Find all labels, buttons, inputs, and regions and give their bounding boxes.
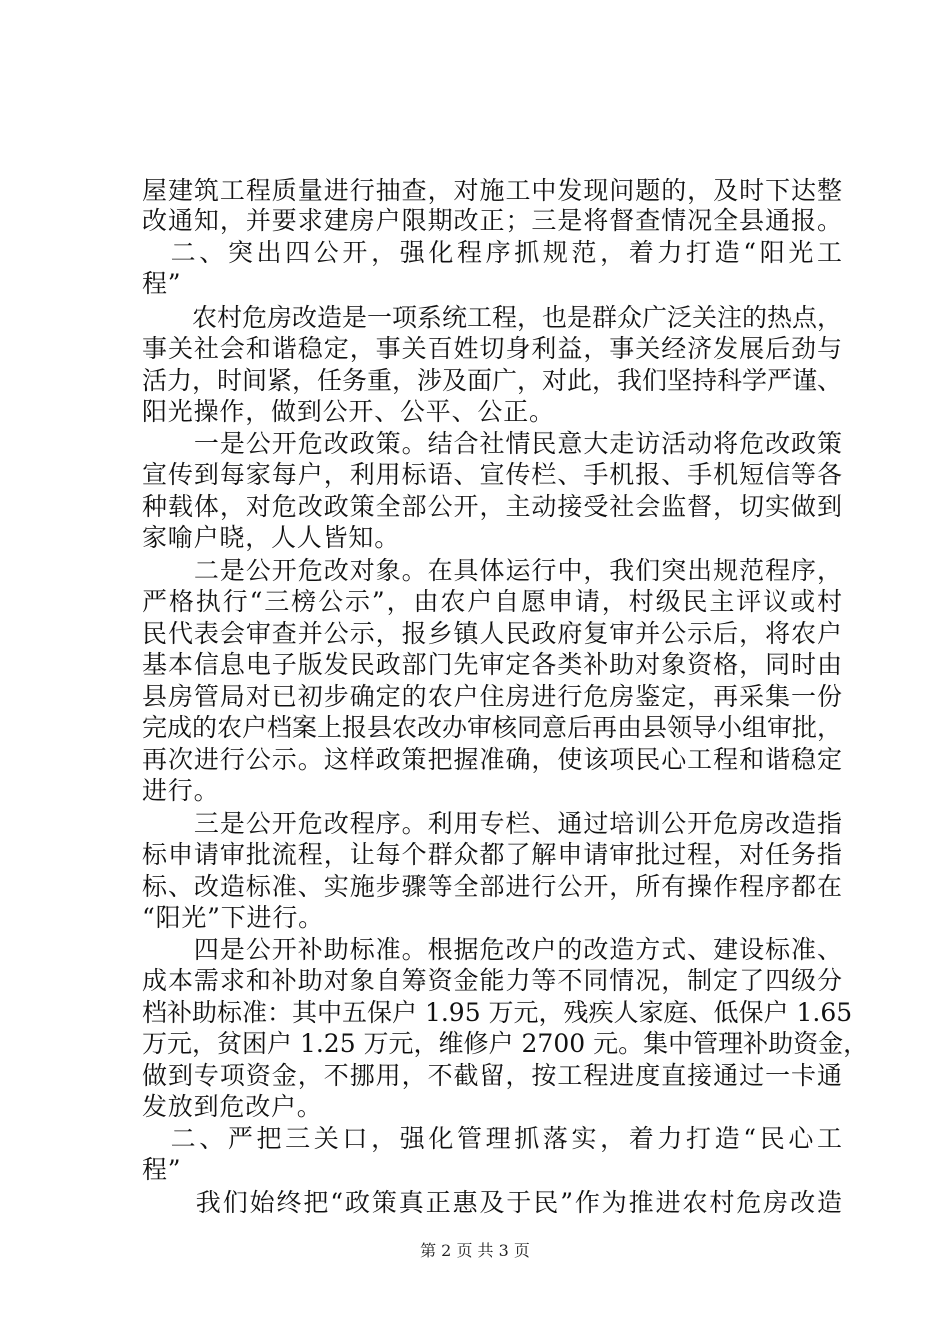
page-number-footer: 第 2 页 共 3 页 — [420, 1241, 530, 1260]
text-line: 民代表会审查并公示，报乡镇人民政府复审并公示后，将农户 — [142, 619, 842, 648]
text-line: 基本信息电子版发民政部门先审定各类补助对象资格，同时由 — [142, 650, 842, 679]
text-line: 屋建筑工程质量进行抽查，对施工中发现问题的，及时下达整 — [142, 176, 842, 205]
text-line: 宣传到每家每户，利用标语、宣传栏、手机报、手机短信等各 — [142, 460, 842, 489]
text-line: 万元，贫困户 1.25 万元，维修户 2700 元。集中管理补助资金， — [142, 1029, 869, 1058]
section-heading: 二、突出四公开，强化程序抓规范，着力打造“阳光工 — [142, 238, 842, 267]
text-line: 种载体，对危改政策全部公开，主动接受社会监督，切实做到 — [142, 492, 842, 521]
text-line: 改通知，并要求建房户限期改正；三是将督查情况全县通报。 — [142, 206, 842, 235]
text-line: 我们始终把“政策真正惠及于民”作为推进农村危房改造 — [142, 1188, 842, 1217]
text-line: 阳光操作，做到公开、公平、公正。 — [142, 397, 555, 426]
section-heading: 程” — [142, 1155, 182, 1184]
text-line: 县房管局对已初步确定的农户住房进行危房鉴定，再采集一份 — [142, 682, 842, 711]
text-line: 活力，时间紧，任务重，涉及面广，对此，我们坚持科学严谨、 — [142, 366, 843, 395]
text-line: 标、改造标准、实施步骤等全部进行公开，所有操作程序都在 — [142, 872, 842, 901]
section-heading: 程” — [142, 269, 182, 298]
text-line: 二是公开危改对象。在具体运行中，我们突出规范程序， — [142, 556, 842, 585]
text-line: 成本需求和补助对象自筹资金能力等不同情况，制定了四级分 — [142, 966, 842, 995]
text-line: 一是公开危改政策。结合社情民意大走访活动将危改政策 — [142, 429, 842, 458]
text-line: 事关社会和谐稳定，事关百姓切身利益，事关经济发展后劲与 — [142, 334, 842, 363]
text-line: 三是公开危改程序。利用专栏、通过培训公开危房改造指 — [142, 809, 842, 838]
text-line: 农村危房改造是一项系统工程，也是群众广泛关注的热点， — [142, 303, 843, 332]
text-line: 家喻户晓，人人皆知。 — [142, 523, 401, 552]
text-line: 严格执行“三榜公示”，由农户自愿申请，村级民主评议或村 — [142, 587, 842, 616]
text-line: 发放到危改户。 — [142, 1092, 323, 1121]
text-line: “阳光”下进行。 — [142, 903, 324, 932]
text-line: 四是公开补助标准。根据危改户的改造方式、建设标准、 — [142, 935, 842, 964]
text-line: 进行。 — [142, 776, 220, 805]
text-line: 完成的农户档案上报县农改办审核同意后再由县领导小组审批， — [142, 713, 843, 742]
text-line: 标申请审批流程，让每个群众都了解申请审批过程，对任务指 — [142, 840, 842, 869]
section-heading: 二、严把三关口，强化管理抓落实，着力打造“民心工 — [142, 1124, 842, 1153]
text-line: 档补助标准：其中五保户 1.95 万元，残疾人家庭、低保户 1.65 — [142, 998, 853, 1027]
text-line: 再次进行公示。这样政策把握准确，使该项民心工程和谐稳定 — [142, 745, 842, 774]
text-line: 做到专项资金，不挪用，不截留，按工程进度直接通过一卡通 — [142, 1061, 842, 1090]
